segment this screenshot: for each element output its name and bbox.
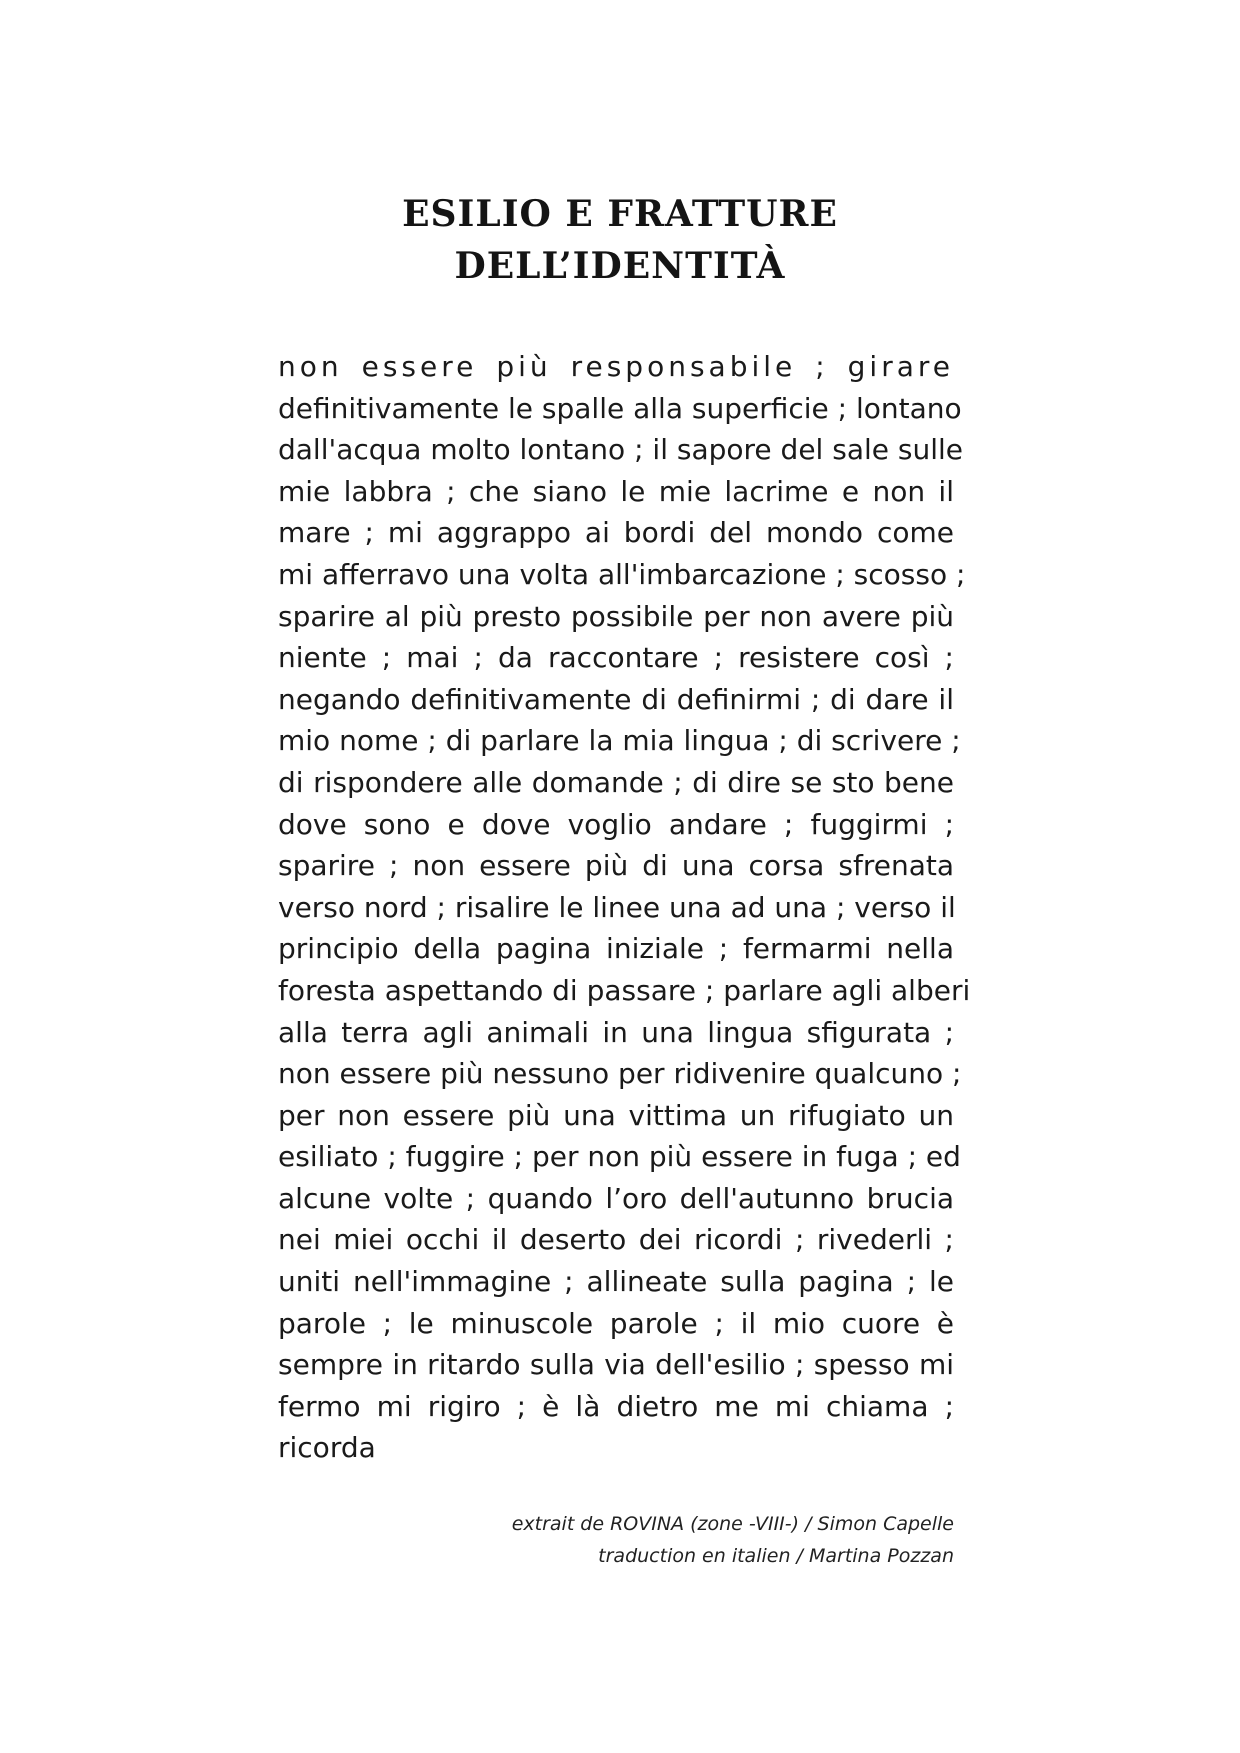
title-line-1: ESILIO E FRATTURE — [402, 193, 838, 235]
poem-line: definitivamente le spalle alla superficie ; lontano — [278, 391, 962, 425]
poem-line: di rispondere alle domande ; di dire se sto bene — [278, 765, 954, 799]
title-line-2: DELL’IDENTITÀ — [454, 245, 786, 287]
poem-line: mie labbra ; che siano le mie lacrime e non il — [278, 474, 954, 508]
poem-line: esiliato ; fuggire ; per non più essere in fuga ; ed — [278, 1140, 961, 1174]
poem-line: negando definitivamente di definirmi ; di dare il — [278, 682, 954, 716]
poem-line: dall'acqua molto lontano ; il sapore del sale sulle — [278, 433, 964, 467]
poem-line: niente ; mai ; da raccontare ; resistere così ; — [278, 641, 954, 675]
credit-translation: traduction en italien / Martina Pozzan — [598, 1545, 954, 1567]
poem-line: sparire al più presto possibile per non avere più — [278, 599, 954, 633]
poem-line: alcune volte ; quando l’oro dell'autunno brucia — [278, 1181, 954, 1215]
credits — [278, 1508, 954, 1572]
poem-line: mare ; mi aggrappo ai bordi del mondo come — [278, 516, 954, 550]
poem-line: principio della pagina iniziale ; fermarmi nella — [278, 932, 954, 966]
poem-line: mi afferravo una volta all'imbarcazione ; scosso ; — [278, 557, 966, 591]
poem-line: verso nord ; risalire le linee una ad una ; verso il — [278, 890, 956, 924]
poem-line: alla terra agli animali in una lingua sfigurata ; — [278, 1015, 954, 1049]
poem-line: dove sono e dove voglio andare ; fuggirmi ; — [278, 807, 954, 841]
poem-line: non essere più nessuno per ridivenire qualcuno ; — [278, 1057, 962, 1091]
poem-line: foresta aspettando di passare ; parlare agli alberi — [278, 973, 971, 1007]
poem-line: non essere più responsabile ; girare — [278, 350, 954, 383]
poem-line: parole ; le minuscole parole ; il mio cuore è — [278, 1306, 954, 1340]
poem-line: sempre in ritardo sulla via dell'esilio ; spesso mi — [278, 1348, 954, 1382]
poem-body — [278, 346, 971, 1469]
poem-line: uniti nell'immagine ; allineate sulla pagina ; le — [278, 1265, 954, 1299]
credit-source: extrait de ROVINA (zone -VIII-) / Simon Capelle — [511, 1513, 954, 1535]
poem-line: nei miei occhi il deserto dei ricordi ; rivederli ; — [278, 1223, 954, 1257]
poem-line: ricorda — [278, 1431, 376, 1465]
poem-line: per non essere più una vittima un rifugiato un — [278, 1098, 954, 1132]
poem-line: mio nome ; di parlare la mia lingua ; di scrivere ; — [278, 724, 961, 758]
poem-line: sparire ; non essere più di una corsa sfrenata — [278, 849, 954, 883]
poem-line: fermo mi rigiro ; è là dietro me mi chiama ; — [278, 1389, 954, 1423]
page-title — [0, 188, 1240, 292]
